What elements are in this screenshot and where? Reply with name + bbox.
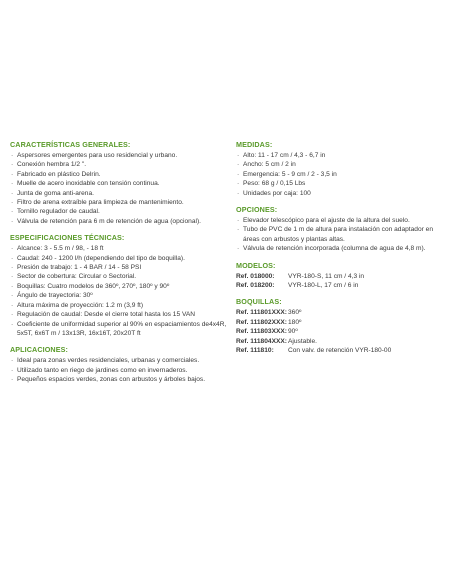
list-item-text: Válvula de retención incorporada (columna de agua de 4,8 m). (243, 245, 426, 253)
list-item (10, 244, 238, 253)
list-item-text: Ángulo de trayectoria: 30º (17, 292, 93, 300)
list-item (236, 216, 446, 225)
bullet-icon: · (11, 199, 14, 207)
list-item (10, 282, 238, 291)
bullet-icon: · (237, 245, 240, 253)
bullet-icon: · (11, 152, 14, 159)
list-item-text: Tornillo regulador de caudal. (17, 208, 100, 216)
bullet-icon: · (11, 189, 14, 197)
list-item-text: Boquillas: Cuatro modelos de 360º, 270º, 180º y 90º (17, 282, 170, 290)
list-item-text: Pequeños espacios verdes, zonas con arbustos y árboles bajos. (17, 376, 206, 384)
table-boquillas (236, 308, 446, 355)
heading-opciones: OPCIONES: (236, 205, 278, 215)
bullet-icon: · (11, 320, 14, 328)
list-item-text: Conexión hembra 1/2 ". (17, 161, 87, 169)
list-item (10, 170, 238, 179)
list-item-text: Ideal para zonas verdes residenciales, urbanas y comerciales. (17, 357, 200, 365)
list-item-text: Válvula de retención para 6 m de retención de agua (opcional). (17, 217, 202, 225)
bullet-icon: · (11, 208, 14, 216)
list-especificaciones (10, 244, 238, 338)
list-item (10, 375, 238, 384)
list-item-text: Coeficiente de uniformidad superior al 90% en espaciamientos de4x4R, 5x5T, 6x6T m / 13x13R, 16x16T, 20x20T ft (17, 320, 227, 337)
ref-row (236, 308, 446, 317)
list-item (10, 301, 238, 310)
bullet-icon: · (11, 161, 14, 169)
list-item (236, 189, 446, 198)
list-item-text: Tubo de PVC de 1 m de altura para instalación con adaptador en áreas con arbustos y plantas altas. (243, 226, 433, 243)
ref-code: Ref. 018200: (236, 282, 275, 290)
list-item-text: Elevador telescópico para el ajuste de la altura del suelo. (243, 217, 410, 225)
bullet-icon: · (11, 301, 14, 309)
ref-description: 180º (288, 318, 302, 326)
bullet-icon: · (11, 292, 14, 300)
list-item-text: Fabricado en plástico Delrin. (17, 170, 101, 178)
list-item-text: Filtro de arena extraíble para limpieza de mantenimiento. (17, 199, 184, 207)
bullet-icon: · (11, 311, 14, 319)
list-item-text: Sector de cobertura: Circular o Sectorial. (17, 273, 137, 281)
list-item (10, 198, 238, 207)
bullet-icon: · (11, 170, 14, 178)
bullet-icon: · (237, 226, 240, 234)
heading-medidas: MEDIDAS: (236, 140, 273, 149)
bullet-icon: · (11, 264, 14, 272)
list-item (10, 189, 238, 198)
section-boquillas (236, 297, 446, 355)
section-modelos (236, 261, 446, 291)
ref-code: Ref. 111804XXX: (236, 337, 287, 345)
ref-code: Ref. 111803XXX: (236, 328, 287, 336)
bullet-icon: · (237, 152, 240, 159)
list-item (236, 160, 446, 169)
section-especificaciones (10, 233, 238, 338)
section-medidas (236, 140, 446, 198)
list-item (10, 291, 238, 300)
list-item (10, 217, 238, 226)
right-column (236, 140, 446, 363)
list-item (10, 207, 238, 216)
list-item-text: Emergencia: 5 - 9 cm / 2 - 3,5 in (243, 170, 337, 178)
section-opciones (236, 205, 446, 254)
bullet-icon: · (11, 366, 14, 374)
bullet-icon: · (237, 161, 240, 169)
list-item (10, 179, 238, 188)
bullet-icon: · (11, 273, 14, 281)
ref-description: 90º (288, 328, 298, 336)
heading-boquillas: BOQUILLAS: (236, 297, 282, 307)
list-item-text: Peso: 68 g / 0,15 Lbs (243, 180, 306, 188)
list-item (10, 254, 238, 263)
list-item-text: Aspersores emergentes para uso residencial y urbano. (17, 152, 178, 159)
list-aplicaciones (10, 356, 238, 384)
bullet-icon: · (11, 376, 14, 384)
ref-row (236, 318, 446, 327)
heading-especificaciones: ESPECIFICACIONES TÉCNICAS: (10, 233, 125, 243)
list-item-text: Ancho: 5 cm / 2 in (243, 161, 296, 169)
list-item (10, 366, 238, 375)
ref-code: Ref. 111802XXX: (236, 318, 287, 326)
table-modelos (236, 272, 446, 291)
list-item (236, 225, 446, 244)
list-item (236, 179, 446, 188)
list-item (10, 263, 238, 272)
heading-modelos: MODELOS: (236, 260, 276, 270)
bullet-icon: · (237, 180, 240, 188)
list-caracteristicas (10, 151, 238, 226)
section-aplicaciones (10, 345, 238, 384)
ref-description: Con valv. de retención VYR-180-00 (288, 347, 392, 355)
heading-aplicaciones: APLICACIONES: (10, 345, 69, 355)
ref-description: VYR-180-L, 17 cm / 6 in (288, 282, 359, 290)
list-item (236, 151, 446, 160)
list-item-text: Regulación de caudal: Desde el cierre total hasta los 15 VAN (17, 311, 196, 319)
list-item (10, 320, 238, 339)
heading-caracteristicas: CARACTERÍSTICAS GENERALES: (10, 140, 131, 149)
list-opciones (236, 216, 446, 254)
list-item (10, 356, 238, 365)
ref-description: 360º (288, 309, 302, 317)
ref-row (236, 337, 446, 346)
ref-row (236, 327, 446, 336)
ref-code: Ref. 018000: (236, 272, 275, 280)
list-item (10, 310, 238, 319)
list-item-text: Alto: 11 - 17 cm / 4,3 - 6,7 in (243, 152, 326, 159)
list-item (236, 170, 446, 179)
bullet-icon: · (11, 254, 14, 262)
ref-description: VYR-180-S, 11 cm / 4,3 in (288, 272, 365, 280)
bullet-icon: · (11, 245, 14, 253)
bullet-icon: · (11, 357, 14, 365)
list-item (10, 160, 238, 169)
list-item-text: Alcance: 3 - 5.5 m / 98, - 18 ft (17, 245, 104, 253)
list-item (10, 151, 238, 160)
ref-code: Ref. 111801XXX: (236, 309, 287, 317)
list-item-text: Muelle de acero inoxidable con tensión continua. (17, 180, 160, 188)
bullet-icon: · (11, 282, 14, 290)
ref-row (236, 272, 446, 281)
list-item-text: Utilizado tanto en riego de jardines como en invernaderos. (17, 366, 188, 374)
bullet-icon: · (237, 170, 240, 178)
list-item-text: Altura máxima de proyección: 1.2 m (3,9 ft) (17, 301, 144, 309)
list-item-text: Junta de goma anti-arena. (17, 189, 94, 197)
list-item (236, 244, 446, 253)
bullet-icon: · (11, 180, 14, 188)
left-column (10, 140, 238, 392)
bullet-icon: · (237, 217, 240, 225)
list-item (10, 272, 238, 281)
ref-description: Ajustable. (288, 337, 317, 345)
list-item-text: Unidades por caja: 100 (243, 189, 311, 197)
list-medidas (236, 151, 446, 198)
ref-row (236, 346, 446, 355)
ref-row (236, 281, 446, 290)
section-caracteristicas (10, 140, 238, 226)
ref-code: Ref. 111810: (236, 347, 274, 355)
list-item-text: Caudal: 240 - 1200 l/h (dependiendo del tipo de boquilla). (17, 254, 185, 262)
list-item-text: Presión de trabajo: 1 - 4 BAR / 14 - 58 PSI (17, 264, 142, 272)
bullet-icon: · (11, 217, 14, 225)
bullet-icon: · (237, 189, 240, 197)
